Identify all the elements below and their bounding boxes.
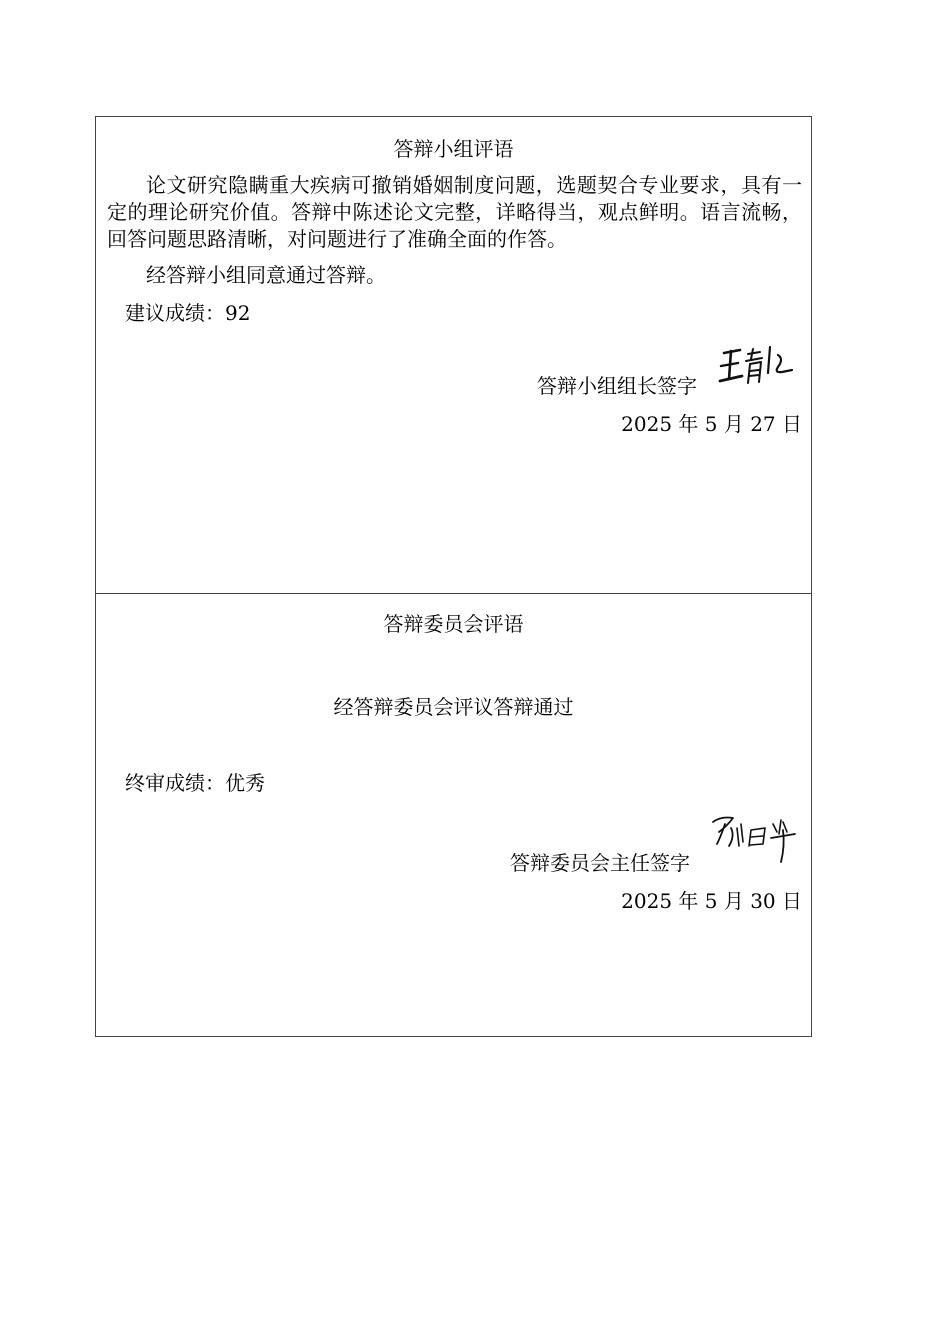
defense-committee-comment-section xyxy=(96,594,811,1036)
signature-label: 答辩委员会主任签字 xyxy=(510,851,690,875)
grade-value: 优秀 xyxy=(225,771,265,795)
approval-text: 经答辩小组同意通过答辩。 xyxy=(146,263,386,287)
grade-label: 终审成绩： xyxy=(125,771,225,795)
committee-chair-signature xyxy=(711,812,806,867)
defense-group-comment-section xyxy=(96,117,811,594)
grade-value: 92 xyxy=(225,301,251,325)
committee-conclusion: 经答辩委员会评议答辩通过 xyxy=(333,695,574,719)
final-grade xyxy=(125,767,265,796)
comment-text: 论文研究隐瞒重大疾病可撤销婚姻制度问题，选题契合专业要求，具有一定的理论研究价值。答辩中陈述论文完整，详略得当，观点鲜明。语言流畅，回答问题思路清晰，对问题进行了准确全面的作答。 xyxy=(107,173,802,251)
defense-evaluation-form xyxy=(95,116,812,1037)
section-title: 答辩小组评语 xyxy=(393,137,514,161)
date: 2025 年 5 月 30 日 xyxy=(621,889,802,913)
signature-label: 答辩小组组长签字 xyxy=(537,374,697,398)
suggested-grade xyxy=(125,297,250,326)
grade-label: 建议成绩： xyxy=(125,301,225,325)
group-leader-signature xyxy=(718,339,798,387)
date: 2025 年 5 月 27 日 xyxy=(621,412,802,436)
section-title: 答辩委员会评语 xyxy=(383,612,524,636)
